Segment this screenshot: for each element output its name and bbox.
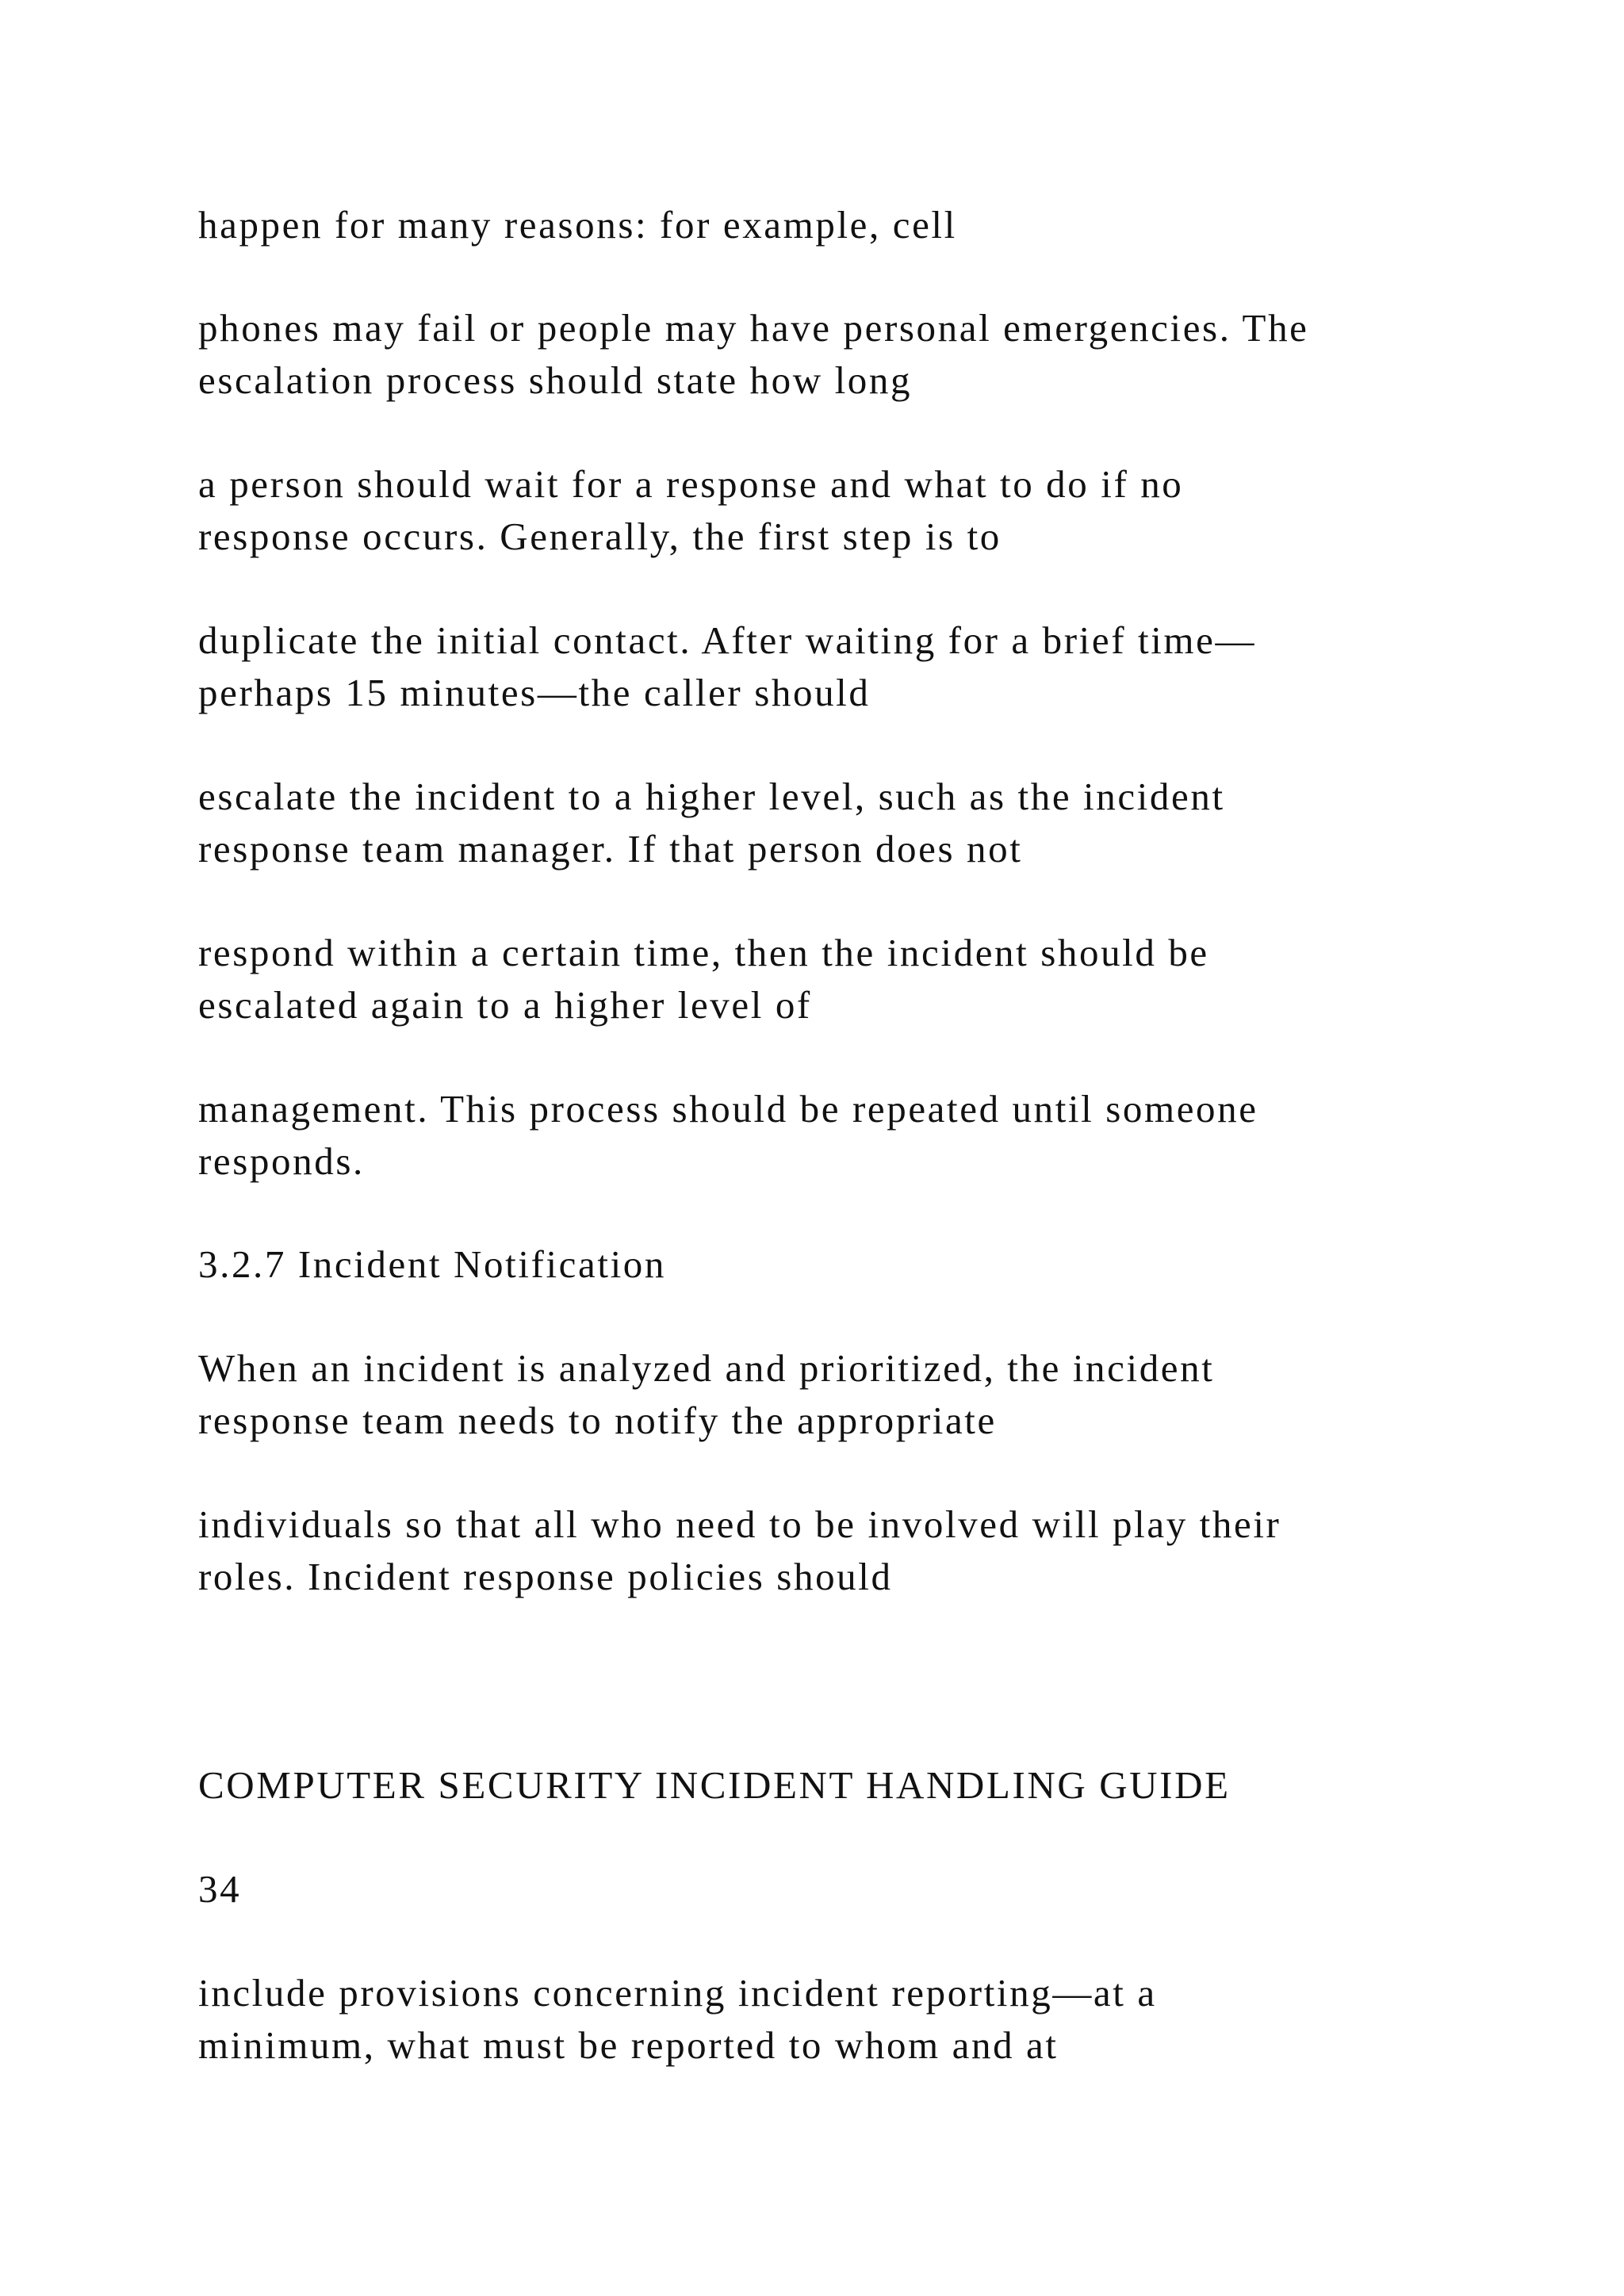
body-text-line: phones may fail or people may have personal emergencies. The bbox=[198, 306, 1309, 350]
body-text-line: a person should wait for a response and what to do if no bbox=[198, 462, 1184, 506]
section-heading: 3.2.7 Incident Notification bbox=[198, 1242, 667, 1286]
body-text-line: escalation process should state how long bbox=[198, 358, 913, 402]
body-text-line: escalated again to a higher level of bbox=[198, 983, 812, 1027]
body-text-line: response team manager. If that person does not bbox=[198, 827, 1023, 871]
body-text-line: minimum, what must be reported to whom and at bbox=[198, 2023, 1059, 2067]
body-text-line: management. This process should be repeated until someone bbox=[198, 1087, 1258, 1131]
body-text-line: response occurs. Generally, the first step is to bbox=[198, 515, 1002, 558]
body-text-line: escalate the incident to a higher level, such as the incident bbox=[198, 775, 1225, 818]
body-text-line: respond within a certain time, then the incident should be bbox=[198, 931, 1209, 974]
body-text-line: perhaps 15 minutes—the caller should bbox=[198, 671, 871, 714]
body-text-line: When an incident is analyzed and prioritized, the incident bbox=[198, 1346, 1215, 1390]
body-text-line: duplicate the initial contact. After waiting for a brief time— bbox=[198, 618, 1257, 662]
body-text-line: individuals so that all who need to be involved will play their bbox=[198, 1502, 1281, 1546]
body-text-line: responds. bbox=[198, 1139, 365, 1183]
body-text-line: happen for many reasons: for example, cell bbox=[198, 203, 957, 247]
body-text-line: roles. Incident response policies should bbox=[198, 1555, 893, 1598]
body-text-line: response team needs to notify the appropriate bbox=[198, 1399, 997, 1442]
running-header: COMPUTER SECURITY INCIDENT HANDLING GUIDE bbox=[198, 1763, 1231, 1807]
page-number: 34 bbox=[198, 1867, 242, 1911]
body-text-line: include provisions concerning incident reporting—at a bbox=[198, 1971, 1157, 2015]
